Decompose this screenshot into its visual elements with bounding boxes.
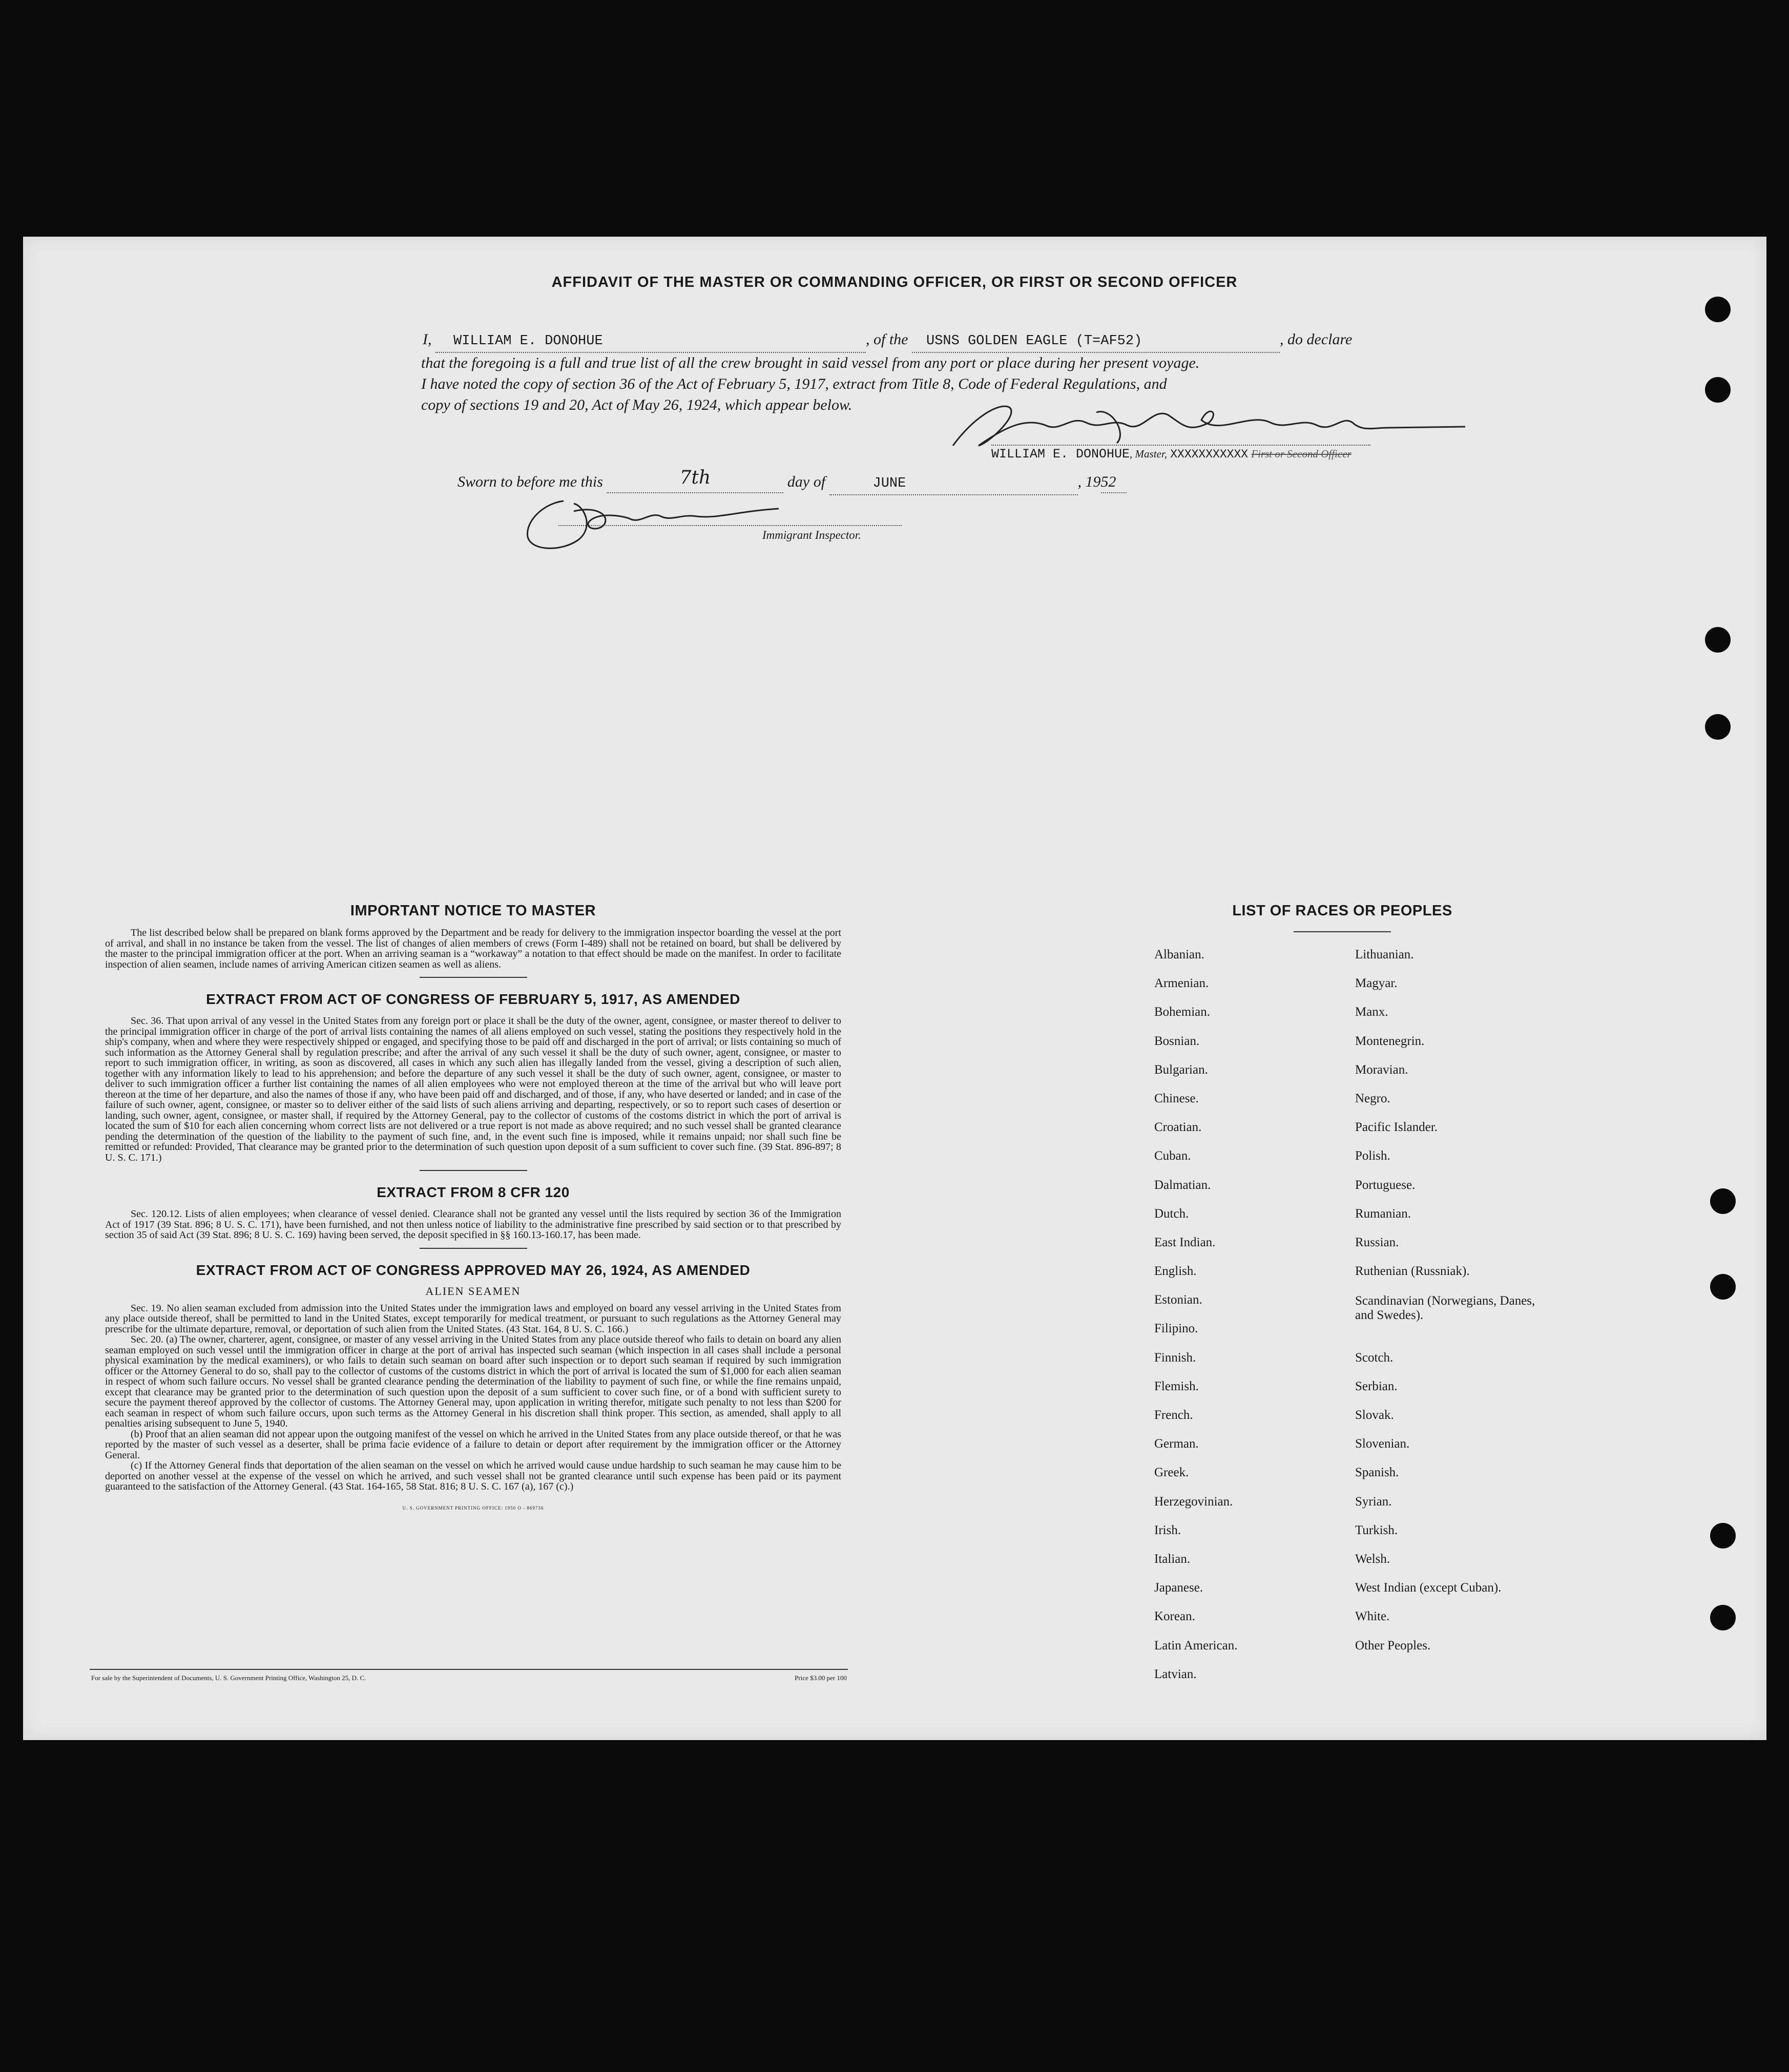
race-item: White. [1355,1609,1390,1624]
race-item: Scandinavian (Norwegians, Danes, and Swedes). [1355,1294,1535,1323]
signer-typed-block [991,447,1351,462]
affidavit-title: AFFIDAVIT OF THE MASTER OR COMMANDING OFFICER, OR FIRST OR SECOND OFFICER [551,274,1238,290]
races-column-2 [1355,948,1540,1667]
sec-19-text: Sec. 19. No alien seaman excluded from admission into the United States under the immigration laws and employed on board any vessel arriving in the United States from any place outside thereof, shall be permitted to land in the United States, except temporarily for medical treatment, or pursuant to such regulations as the Attorney General may prescribe for the ultimate departure, removal, or deportation of such alien from the United States. (43 Stat. 164, 8 U. S. C. 166.) [105,1302,841,1335]
race-item: Herzegovinian. [1154,1494,1233,1509]
race-item: Latin American. [1154,1638,1238,1652]
race-item: Serbian. [1355,1379,1398,1393]
punch-hole [1710,1523,1736,1548]
sale-notice: For sale by the Superintendent of Documents, U. S. Government Printing Office, Washington 25, D. C. [91,1674,366,1682]
race-item: Welsh. [1355,1552,1390,1566]
race-item: Japanese. [1154,1581,1203,1595]
declaration-line-4: copy of sections 19 and 20, Act of May 26, 1924, which appear below. [421,396,852,413]
declaration-line-2: that the foregoing is a full and true list of all the crew brought in said vessel from any port or place during her present voyage. [421,354,1200,371]
sworn-day: 7th [679,467,711,488]
extract-1917-heading: EXTRACT FROM ACT OF CONGRESS OF FEBRUARY 5, 1917, AS AMENDED [206,991,740,1007]
sworn-label: Sworn to before me this [457,473,603,490]
race-item: East Indian. [1154,1235,1216,1249]
race-item: Filipino. [1154,1322,1198,1336]
race-item: English. [1154,1264,1197,1279]
signer-typed-name: WILLIAM E. DONOHUE [991,447,1130,462]
punch-hole [1710,1605,1736,1630]
race-item: Magyar. [1355,976,1398,991]
race-item: Korean. [1154,1609,1195,1624]
punch-hole [1705,627,1731,653]
sec-20c-text: (c) If the Attorney General finds that deportation of the alien seaman on the vessel on which he arrived would cause undue hardship to such seaman he may cause him to be deported on another vessel at the expense of the vessel on which he arrived, and such vessel shall not be granted clearance until such expense has been paid or its payment guaranteed to the satisfaction of the Attorney General. (43 Stat. 164-165, 58 Stat. 816; 8 U. S. C. 167 (a), 167 (c).) [105,1460,841,1492]
race-item: Cuban. [1154,1149,1191,1163]
race-item: West Indian (except Cuban). [1355,1581,1502,1595]
race-item: Rumanian. [1355,1206,1411,1221]
punch-hole [1705,297,1731,322]
race-item: Negro. [1355,1091,1390,1105]
declaration-line-3: I have noted the copy of section 36 of the Act of February 5, 1917, extract from Title 8, Code of Federal Regulations, and [421,375,1167,392]
notice-heading: IMPORTANT NOTICE TO MASTER [350,903,596,919]
sworn-year: 52 [1100,473,1116,490]
divider [420,1248,527,1249]
alien-seamen-subheading: ALIEN SEAMEN [425,1284,521,1297]
race-item: Turkish. [1355,1523,1398,1537]
do-declare-label: , do declare [1280,331,1353,348]
race-item: Scotch. [1355,1350,1393,1365]
races-column-1 [1154,948,1344,1696]
sworn-day-field [607,467,783,493]
divider [420,1170,527,1171]
race-item: French. [1154,1408,1193,1422]
race-item: Armenian. [1154,976,1209,991]
race-item: Polish. [1355,1149,1390,1163]
sworn-month-field [829,471,1078,495]
races-divider [1294,931,1391,932]
extract-1917-text: Sec. 36. That upon arrival of any vessel in the United States from any foreign port or place it shall be the duty of the owner, agent, consignee, or master thereof to deliver to the principal immigration officer in charge of the port of arrival lists containing the names of all aliens employed on such vessel, stating the positions they respectively hold in the ship's company, when and where they were respectively shipped or engaged, and specifying those to be paid off and discharged in the port of arrival; or lists containing so much of such information as the Attorney General shall by regulation prescribe; and after the arrival of any such vessel it shall be the duty of such owner, agent, consignee, or master to report to such immigration officer, in writing, as soon as discovered, all cases in which any such alien has illegally landed from the vessel, giving a description of such alien, together with any information likely to lead to his apprehension; and before the departure of any such vessel it shall be the duty of such owner, agent, consignee, or master to deliver to such immigration officer a further list containing the names of all alien employees who were not employed thereon at the time of the arrival but who will leave port thereon at the time of her departure, and also the names of those if any, who have been paid off and discharged, and of those, if any, who have deserted or landed; and in case of the failure of such owner, agent, consignee, or master so to deliver either of the said lists of such aliens arriving and departing, respectively, or so to report such cases of desertion or landing, such owner, agent, consignee, or master shall, if required by the Attorney General, pay to the collector of customs of the costoms district in which the port of arrival is located the sum of $10 for each alien concerning whom correct lists are not delivered or a true report is not made as above required; and no such vessel shall be granted clearance pending the determination of the question of the liability to the payment of such fine, and, in the event such fine is imposed, while it remains unpaid; nor shall such fine be remitted or refunded: Provided, That clearance may be granted prior to the determination of such question upon deposit of a sum sufficient to cover such fine. (39 Stat. 896-897; 8 U. S. C. 171.) [105,1015,841,1163]
race-item: Lithuanian. [1355,948,1414,961]
master-signature-line [991,445,1370,446]
price-notice: Price $3.00 per 100 [795,1674,847,1682]
race-item: Bulgarian. [1154,1062,1208,1077]
race-item: German. [1154,1437,1199,1451]
race-item: Finnish. [1154,1350,1196,1365]
race-item: Albanian. [1154,948,1204,961]
race-item: Other Peoples. [1355,1638,1431,1652]
race-item: Russian. [1355,1235,1399,1249]
punch-hole [1710,1274,1736,1300]
vessel-field [912,329,1280,353]
notice-text: The list described below shall be prepared on blank forms approved by the Department and be ready for delivery to the immigration inspector boarding the vessel at the port of arrival, and shall in no instance be taken from the vessel. The list of changes of alien members of crews (Form I-489) shall not be retained on board, but shall be delivered by the master to the principal immigration officer at the port. When an arriving seaman is a “workaway” a notation to that effect should be made on the manifest. In order to facilitate inspection of alien seamen, include names of arriving American citizen seamen as well as aliens. [105,927,841,970]
sworn-year-field [1101,471,1127,493]
of-the-label: , of the [866,331,908,348]
race-item: Portuguese. [1355,1178,1416,1192]
divider [420,977,527,978]
race-item: Moravian. [1355,1062,1408,1077]
extract-8cfr-heading: EXTRACT FROM 8 CFR 120 [377,1184,570,1200]
race-item: Irish. [1154,1523,1181,1537]
day-of-label: day of [787,473,826,490]
race-item: Manx. [1355,1005,1388,1019]
footer-rule [90,1669,848,1670]
notice-section [105,903,841,1511]
race-item: Slovak. [1355,1408,1394,1422]
race-item: Italian. [1154,1552,1191,1566]
race-item: Dutch. [1154,1206,1189,1221]
sworn-month: JUNE [872,476,906,491]
year-prefix: , 19 [1077,473,1101,490]
gpo-imprint: U. S. GOVERNMENT PRINTING OFFICE: 1950 O - 869736 [402,1505,544,1511]
race-item: Spanish. [1355,1466,1399,1480]
signer-title: , Master, [1130,448,1167,460]
extract-8cfr-text: Sec. 120.12. Lists of alien employees; when clearance of vessel denied. Clearance shall not be granted any vessel until the lists required by section 36 of the Immigration Act of 1917 (39 Stat. 896; 8 U. S. C. 171), have been furnished, and not then unless notice of liability to the administrative fine prescribed by said section or to that prescribed by section 35 of said Act (39 Stat. 896; 8 U. S. C. 169) having been served, the deposit specified in §§ 160.13-160.17, has been made. [105,1208,841,1241]
race-item: Bohemian. [1154,1005,1211,1019]
sec-20a-text: Sec. 20. (a) The owner, charterer, agent, consignee, or master of any vessel arriving in the United States from any place outside thereof who fails to detain on board any alien seaman employed on such vessel until the immigration officer in charge at the port of arrival has inspected such seaman (which inspection in all cases shall include a personal physical examination by the medical examiners), or who fails to detain such seaman on board after such inspection or to deport such seaman if required by such immigration officer or the Attorney General to do so, shall pay to the collector of customs of the customs district in which the port of arrival is located the sum of $1,000 for each alien seaman in respect of whom such failure occurs. No vessel shall be granted clearance pending the determination of the liability to payment of such fine, or while the fine remains unpaid, except that clearance may be granted prior to the determination of such question upon the deposit of a sum sufficient to cover such fine, or of a bond with sufficient surety to secure the payment thereof approved by the collector of customs. The Attorney General may, upon application in writing therefor, mitigate such penalty to not less than $200 for each seaman in respect of whom such failure occurs, upon such terms as the Attorney General in his discretion shall think proper. This section, as amended, shall apply to all penalties arising subsequent to June 5, 1940. [105,1334,841,1429]
race-item: Flemish. [1154,1379,1199,1393]
race-item: Bosnian. [1154,1034,1200,1048]
punch-hole [1705,714,1731,740]
race-item: Chinese. [1154,1091,1199,1105]
extract-1924-heading: EXTRACT FROM ACT OF CONGRESS APPROVED MAY 26, 1924, AS AMENDED [196,1262,751,1278]
master-name: WILLIAM E. DONOHUE [453,333,603,349]
inspector-signature-line [558,525,902,526]
footer-sale-line [91,1674,847,1682]
race-item: Montenegrin. [1355,1034,1425,1048]
declaration-line-1 [423,329,1386,353]
signer-struck-x: XXXXXXXXXXX [1170,448,1249,461]
vessel-name: USNS GOLDEN EAGLE (T=AF52) [926,333,1142,349]
race-item: Slovenian. [1355,1437,1410,1451]
race-item: Ruthenian (Russniak). [1355,1264,1470,1279]
signer-title-struck: First or Second Officer [1251,448,1351,460]
race-item: Latvian. [1154,1667,1197,1681]
race-item: Syrian. [1355,1494,1392,1509]
sec-20b-text: (b) Proof that an alien seaman did not appear upon the outgoing manifest of the vessel on which he arrived in the United States from any place outside thereof, or that he was reported by the master of such vessel as a deserter, shall be prima facie evidence of a failure to detain or deport after requirement by the immigration officer or the Attorney General. [105,1428,841,1461]
punch-hole [1705,377,1731,403]
master-name-field [435,329,866,353]
races-heading: LIST OF RACES OR PEOPLES [1232,903,1452,919]
race-item: Croatian. [1154,1120,1202,1135]
inspector-signature [523,491,789,557]
punch-hole [1710,1188,1736,1214]
race-item: Dalmatian. [1154,1178,1211,1192]
race-item: Greek. [1154,1466,1189,1480]
race-item: Pacific Islander. [1355,1120,1438,1135]
i-label: I, [423,331,432,348]
inspector-label: Immigrant Inspector. [762,529,861,541]
race-item: Estonian. [1154,1293,1202,1307]
